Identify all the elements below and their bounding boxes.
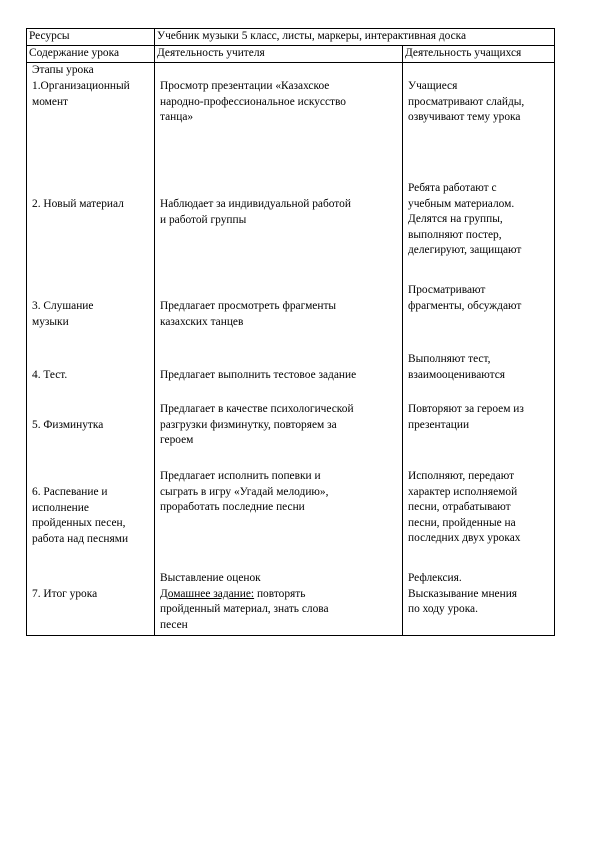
teacher-activity-5: Предлагает в качестве психологической разгрузки физминутку, повторяем за героем: [160, 403, 354, 447]
header-teacher: Деятельность учителя: [155, 46, 403, 63]
stage-name-2: 2. Новый материал: [32, 198, 124, 210]
students-column: [403, 63, 555, 636]
teacher-activity-3: Предлагает просмотреть фрагменты казахских танцев: [160, 300, 337, 328]
resources-value: Учебник музыки 5 класс, листы, маркеры, интерактивная доска: [155, 29, 555, 46]
teacher-activity-7: Выставление оценок Домашнее задание: повторять пройденный материал, знать слова песен: [160, 572, 329, 631]
stage-name-5: 5. Физминутка: [32, 419, 104, 431]
teacher-activity-4: Предлагает выполнить тестовое задание: [160, 369, 357, 381]
student-activity-1: Учащиеся просматривают слайды, озвучивают тему урока: [408, 80, 525, 124]
student-activity-7: Рефлексия. Высказывание мнения по ходу урока.: [408, 572, 518, 616]
teacher-activity-1: Просмотр презентации «Казахское народно-профессиональное искусство танца»: [160, 80, 346, 124]
student-activity-6: Исполняют, передают характер исполняемой песни, отрабатывают песни, пройденные на последних двух уроках: [408, 470, 521, 545]
stage-name-4: 4. Тест.: [32, 369, 68, 381]
teacher-activity-2: Наблюдает за индивидуальной работой и работой группы: [160, 198, 351, 226]
stages-title: Этапы урока: [32, 64, 94, 76]
teacher-activity-6: Предлагает исполнить попевки и сыграть в игру «Угадай мелодию», проработать последние песни: [160, 470, 329, 514]
lesson-plan-table: [26, 28, 555, 636]
header-students: Деятельность учащихся: [403, 46, 555, 63]
resources-label: Ресурсы: [27, 29, 155, 46]
header-content: Содержание урока: [27, 46, 155, 63]
homework-label: Домашнее задание:: [160, 587, 255, 600]
student-activity-5: Повторяют за героем из презентации: [408, 403, 524, 431]
header-row: [27, 46, 555, 63]
student-activity-3: Просматривают фрагменты, обсуждают: [408, 284, 522, 312]
stage-name-7: 7. Итог урока: [32, 588, 98, 600]
stage-name-6: 6. Распевание и исполнение пройденных песен, работа над песнями: [32, 486, 129, 545]
student-activity-4: Выполняют тест, взаимооцениваются: [408, 353, 506, 381]
stages-row: [27, 63, 555, 636]
stage-name-1: 1.Организационный момент: [32, 80, 130, 108]
teacher-column: [155, 63, 403, 636]
resources-row: [27, 29, 555, 46]
stages-column: [27, 63, 155, 636]
stage-name-3: 3. Слушание музыки: [32, 300, 94, 328]
student-activity-2: Ребята работают с учебным материалом. Делятся на группы, выполняют постер, делегируют, защищают: [408, 182, 522, 257]
